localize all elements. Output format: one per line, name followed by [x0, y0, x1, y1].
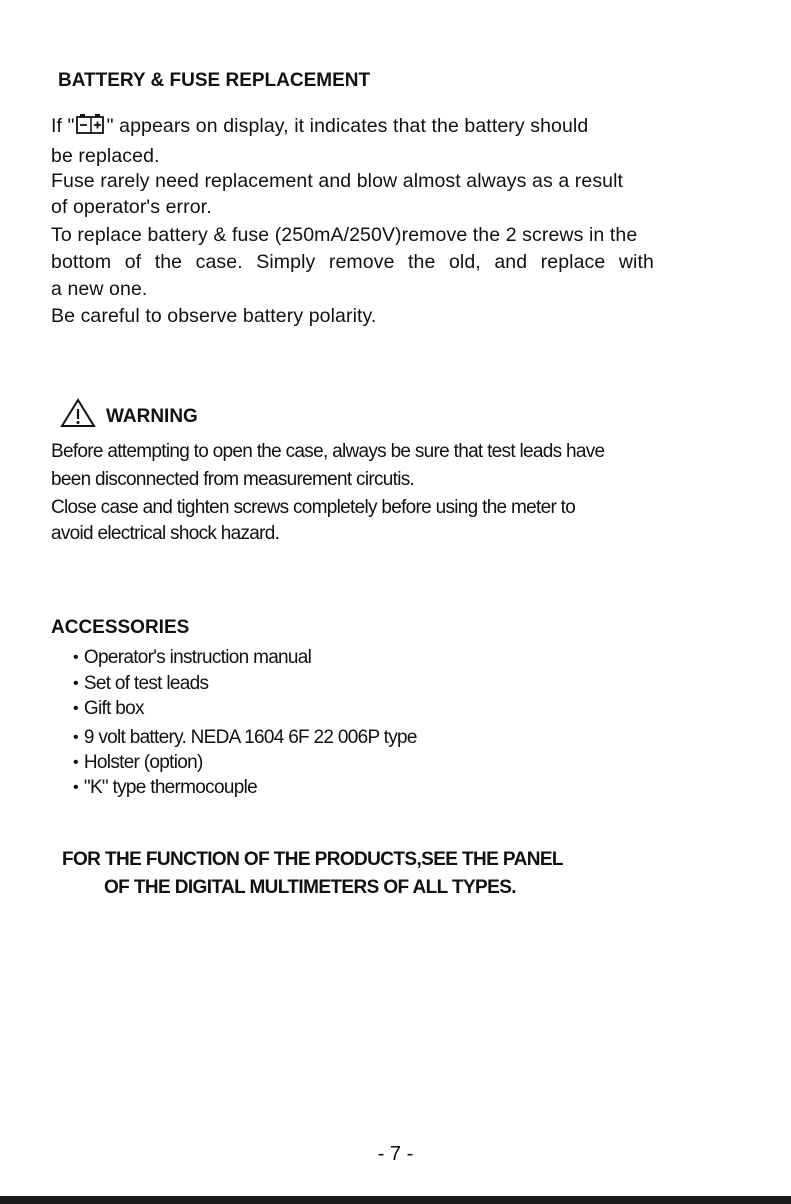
battery-line-8: Be careful to observe battery polarity. [51, 305, 377, 327]
footer-note-line-2: OF THE DIGITAL MULTIMETERS OF ALL TYPES. [104, 877, 516, 898]
warning-line-3: Close case and tighten screws completely before using the meter to [51, 497, 576, 518]
battery-line-1-pre: If " [51, 115, 75, 137]
battery-line-4: of operator's error. [51, 196, 212, 218]
accessory-item: • Set of test leads [73, 673, 209, 694]
warning-line-4: avoid electrical shock hazard. [51, 523, 280, 544]
battery-low-icon [76, 113, 106, 141]
battery-line-7: a new one. [51, 278, 148, 300]
battery-line-6: bottom of the case. Simply remove the old, and replace with [51, 251, 654, 273]
scan-edge-bar [0, 1196, 791, 1204]
page-number: - 7 - [377, 1143, 414, 1165]
battery-line-1-post: " appears on display, it indicates that the battery should [106, 115, 589, 137]
battery-line-3: Fuse rarely need replacement and blow almost always as a result [51, 170, 624, 192]
accessory-item: • "K" type thermocouple [73, 777, 257, 798]
accessory-item: • Operator's instruction manual [73, 647, 312, 668]
accessories-heading: ACCESSORIES [51, 617, 190, 638]
battery-line-5: To replace battery & fuse (250mA/250V)remove the 2 screws in the [51, 224, 638, 246]
battery-line-1 [51, 113, 588, 141]
accessory-item: • Gift box [73, 698, 144, 719]
accessory-item: • Holster (option) [73, 752, 203, 773]
footer-note-line-1: FOR THE FUNCTION OF THE PRODUCTS,SEE THE PANEL [62, 849, 563, 870]
warning-heading: WARNING [106, 406, 198, 427]
warning-heading-row [60, 398, 198, 434]
warning-line-2: been disconnected from measurement circutis. [51, 469, 415, 490]
warning-triangle-icon [60, 398, 96, 434]
warning-line-1: Before attempting to open the case, always be sure that test leads have [51, 441, 605, 462]
battery-fuse-heading: BATTERY & FUSE REPLACEMENT [58, 70, 371, 91]
battery-line-2: be replaced. [51, 145, 160, 167]
accessory-item: • 9 volt battery. NEDA 1604 6F 22 006P type [73, 727, 417, 748]
